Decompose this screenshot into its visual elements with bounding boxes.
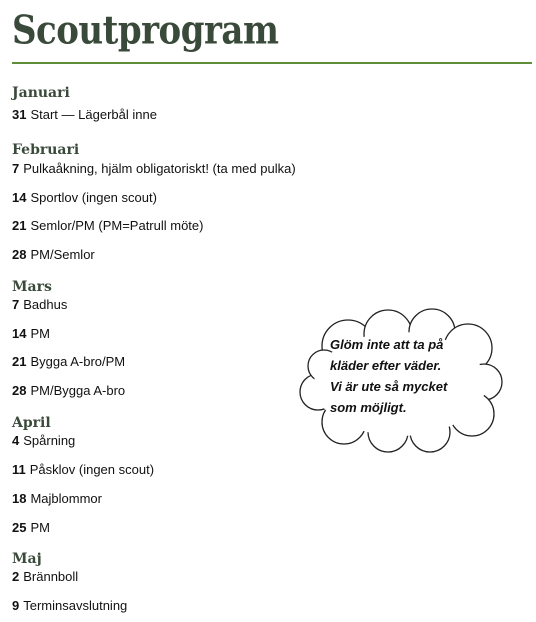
title-underline [12, 62, 532, 64]
entry-day: 18 [12, 491, 27, 506]
entry-day: 7 [12, 161, 20, 176]
month-heading-januari: Januari [12, 85, 70, 101]
reminder-line: som möjligt. [330, 400, 407, 415]
entry-day: 21 [12, 218, 27, 233]
schedule-entry [12, 247, 95, 262]
schedule-entry [12, 462, 154, 477]
entry-day: 21 [12, 354, 27, 369]
schedule-entry [12, 297, 67, 312]
entry-day: 25 [12, 520, 27, 535]
schedule-entry [12, 354, 125, 369]
entry-text: Start — Lägerbål inne [30, 107, 157, 122]
entry-text: Terminsavslutning [23, 598, 128, 613]
schedule-entry [12, 383, 125, 398]
entry-text: Brännboll [23, 569, 79, 584]
entry-day: 4 [12, 433, 20, 448]
reminder-line: kläder efter väder. [330, 358, 442, 373]
schedule-entry [12, 491, 102, 506]
page-title: Scoutprogram [12, 8, 279, 54]
entry-text: Majblommor [30, 491, 102, 506]
entry-text: PM/Bygga A-bro [30, 383, 126, 398]
schedule-entry [12, 433, 75, 448]
entry-text: Semlor/PM (PM=Patrull möte) [30, 218, 204, 233]
month-heading-februari: Februari [12, 142, 80, 158]
month-heading-maj: Maj [12, 551, 42, 567]
month-heading-april: April [12, 415, 51, 431]
entry-text: Bygga A-bro/PM [30, 354, 126, 369]
schedule-entry [12, 218, 203, 233]
entry-day: 9 [12, 598, 20, 613]
entry-text: Pulkaåkning, hjälm obligatoriskt! (ta med pulka) [23, 161, 296, 176]
entry-day: 2 [12, 569, 20, 584]
entry-text: Badhus [23, 297, 68, 312]
reminder-line: Glöm inte att ta på [330, 337, 444, 352]
reminder-text [330, 334, 480, 418]
entry-text: PM [30, 520, 50, 535]
entry-text: PM/Semlor [30, 247, 95, 262]
schedule-entry [12, 598, 127, 613]
entry-text: Sportlov (ingen scout) [30, 190, 157, 205]
entry-day: 14 [12, 190, 27, 205]
reminder-cloud [296, 308, 504, 456]
schedule-entry [12, 569, 78, 584]
entry-day: 7 [12, 297, 20, 312]
schedule-entry [12, 107, 157, 122]
schedule-entry [12, 190, 157, 205]
schedule-entry [12, 520, 50, 535]
month-heading-mars: Mars [12, 279, 52, 295]
entry-day: 28 [12, 247, 27, 262]
entry-day: 11 [12, 462, 26, 477]
entry-text: PM [30, 326, 50, 341]
entry-day: 28 [12, 383, 27, 398]
entry-text: Spårning [23, 433, 76, 448]
schedule-entry [12, 326, 50, 341]
entry-text: Påsklov (ingen scout) [29, 462, 155, 477]
reminder-line: Vi är ute så mycket [330, 379, 448, 394]
entry-day: 31 [12, 107, 27, 122]
schedule-entry [12, 161, 296, 176]
entry-day: 14 [12, 326, 27, 341]
